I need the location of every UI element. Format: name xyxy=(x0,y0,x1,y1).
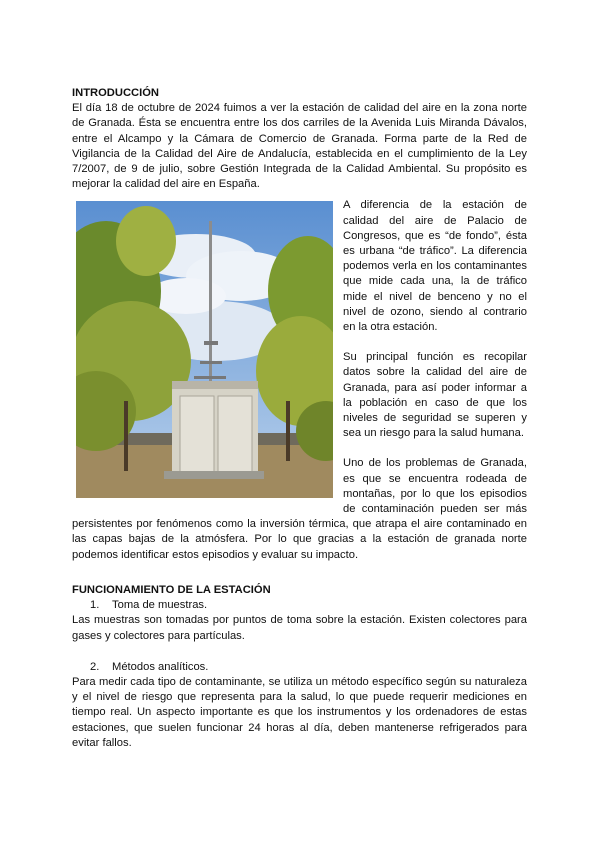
intro-paragraph-2: A diferencia de la estación de calidad del aire de Palacio de Congresos, que es “de fondo”, ésta es urbana “de tráfico”. La diferencia podemos verla en los contaminantes que mide cada una, la de tráfico mide el nivel de benceno y no el nivel de ozono, siendo al contrario en la otra estación. xyxy=(343,199,527,334)
list-item-2 xyxy=(72,660,527,675)
station-photo-illustration xyxy=(76,201,333,498)
air-quality-station-photo xyxy=(76,201,333,498)
list-item-2-number: 2. xyxy=(90,660,100,673)
functioning-heading: FUNCIONAMIENTO DE LA ESTACIÓN xyxy=(72,583,271,596)
analytical-methods-paragraph: Para medir cada tipo de contaminante, se utiliza un método específico según su naturaleza y el nivel de riesgo que representa para la salud, lo que puede requerir mediciones en tiempo real. Un aspecto importante es que los instrumentos y los ordenadores de estas estaciones, que suelen funcionar 24 horas al día, deben mantenerse refrigerados para evitar fallos. xyxy=(72,675,527,749)
intro-paragraph-4: Uno de los problemas de Granada, es que se encuentra rodeada de montañas, por lo que los episodios de contaminación pueden ser más persistentes por fenómenos como la inversión térmica, que atrapa el aire contaminado en las capas bajas de la atmósfera. Por lo que gracias a la estación de granada norte podemos identificar estos episodios y evaluar su impacto. xyxy=(72,457,527,561)
intro-paragraph-3: Su principal función es recopilar datos sobre la calidad del aire de Granada, para así poder informar a la población en caso de que los niveles de seguridad se superen y sea un riesgo para la salud humana. xyxy=(343,351,527,440)
list-item-2-label: Métodos analíticos. xyxy=(112,660,209,673)
list-item-1 xyxy=(72,598,527,613)
list-item-1-number: 1. xyxy=(90,599,100,612)
intro-heading: INTRODUCCIÓN xyxy=(72,87,160,99)
sampling-paragraph: Las muestras son tomadas por puntos de toma sobre la estación. Existen colectores para gases y colectores para partículas. xyxy=(72,614,527,642)
document-page xyxy=(72,86,527,751)
list-item-1-label: Toma de muestras. xyxy=(112,599,208,612)
intro-paragraph-1: El día 18 de octubre de 2024 fuimos a ver la estación de calidad del aire en la zona norte de Granada. Ésta se encuentra entre los dos carriles de la Avenida Luis Miranda Dávalos, entre el Alcampo y la Cámara de Comercio de Granada. Forma parte de la Red de Vigilancia de la Calidad del Aire de Andalucía, establecida en el cumplimiento de la Ley 7/2007, de 9 de julio, sobre Gestión Integrada de la Calidad Ambiental. Su propósito es mejorar la calidad del aire en España. xyxy=(72,102,527,191)
